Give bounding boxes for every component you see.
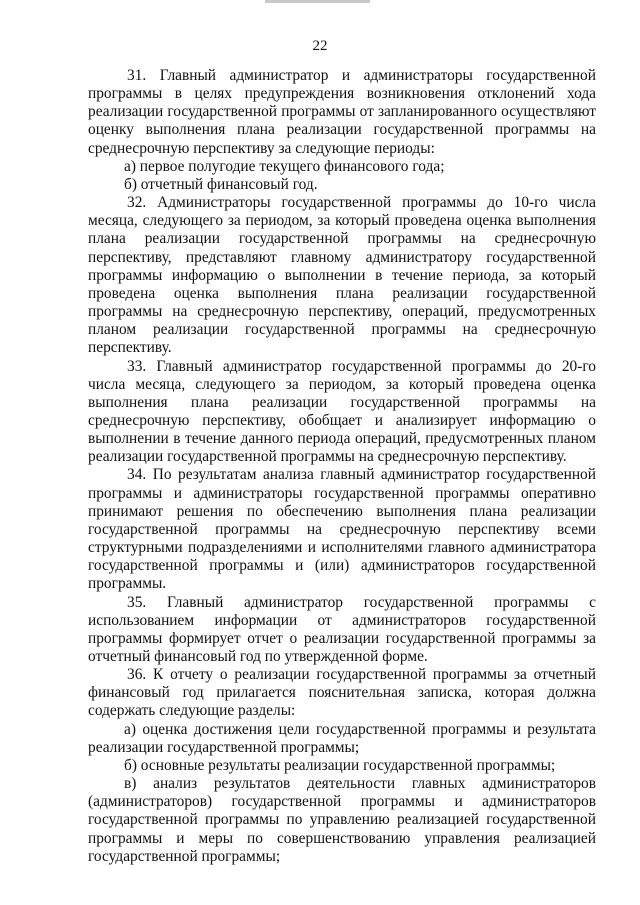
document-body: [88, 67, 596, 866]
paragraph-34: 34. По результатам анализа главный администратор государственной программы и администраторы государственной программы оперативно принимают решения по обеспечению выполнения плана реализации государственной программы на среднесрочную перспективу всеми структурными подразделениями и исполнителями главного администратора государственной программы и (или) администраторов государственной программы.: [88, 466, 596, 593]
paragraph-35: 35. Главный администратор государственной программы с использованием информации от администраторов государственной программы формирует отчет о реализации государственной программы за отчетный финансовый год по утвержденной форме.: [88, 593, 596, 665]
subitem-36-a: а) оценка достижения цели государственной программы и результата реализации государственной программы;: [88, 720, 596, 756]
page-number: 22: [312, 38, 328, 54]
paragraph-33: 33. Главный администратор государственной программы до 20-го числа месяца, следующего за периодом, за который проведена оценка выполнения плана реализации государственной программы на среднесрочную перспективу, обобщает и анализирует информацию о выполнении в течение данного периода операций, предусмотренных планом реализации государственной программы на среднесрочную перспективу.: [88, 357, 596, 466]
top-edge-mark: [265, 0, 370, 3]
subitem-31-a: а) первое полугодие текущего финансового года;: [124, 157, 445, 175]
paragraph-31: 31. Главный администратор и администраторы государственной программы в целях предупреждения возникновения отклонений хода реализации государственной программы от запланированного осуществляют оценку выполнения плана реализации государственной программы на среднесрочную перспективу за следующие периоды:: [88, 67, 596, 157]
subitem-36-v: в) анализ результатов деятельности главных администраторов (администраторов) государственной программы и администраторов государственной программы по управлению реализацией государственной программы и меры по совершенствованию управления реализацией государственной программы;: [88, 775, 596, 865]
paragraph-32: 32. Администраторы государственной программы до 10-го числа месяца, следующего за периодом, за который проведена оценка выполнения плана реализации государственной программы на среднесрочную перспективу, представляют главному администратору государственной программы информацию о выполнении в течение периода, за который проведена оценка выполнения плана реализации государственной программы на среднесрочную перспективу, операций, предусмотренных планом реализации государственной программы на среднесрочную перспективу.: [88, 194, 596, 357]
subitem-31-b: б) отчетный финансовый год.: [124, 175, 318, 193]
subitem-36-b: б) основные результаты реализации государственной программы;: [124, 756, 556, 774]
paragraph-36: 36. К отчету о реализации государственной программы за отчетный финансовый год прилагается пояснительная записка, которая должна содержать следующие разделы:: [88, 666, 596, 720]
